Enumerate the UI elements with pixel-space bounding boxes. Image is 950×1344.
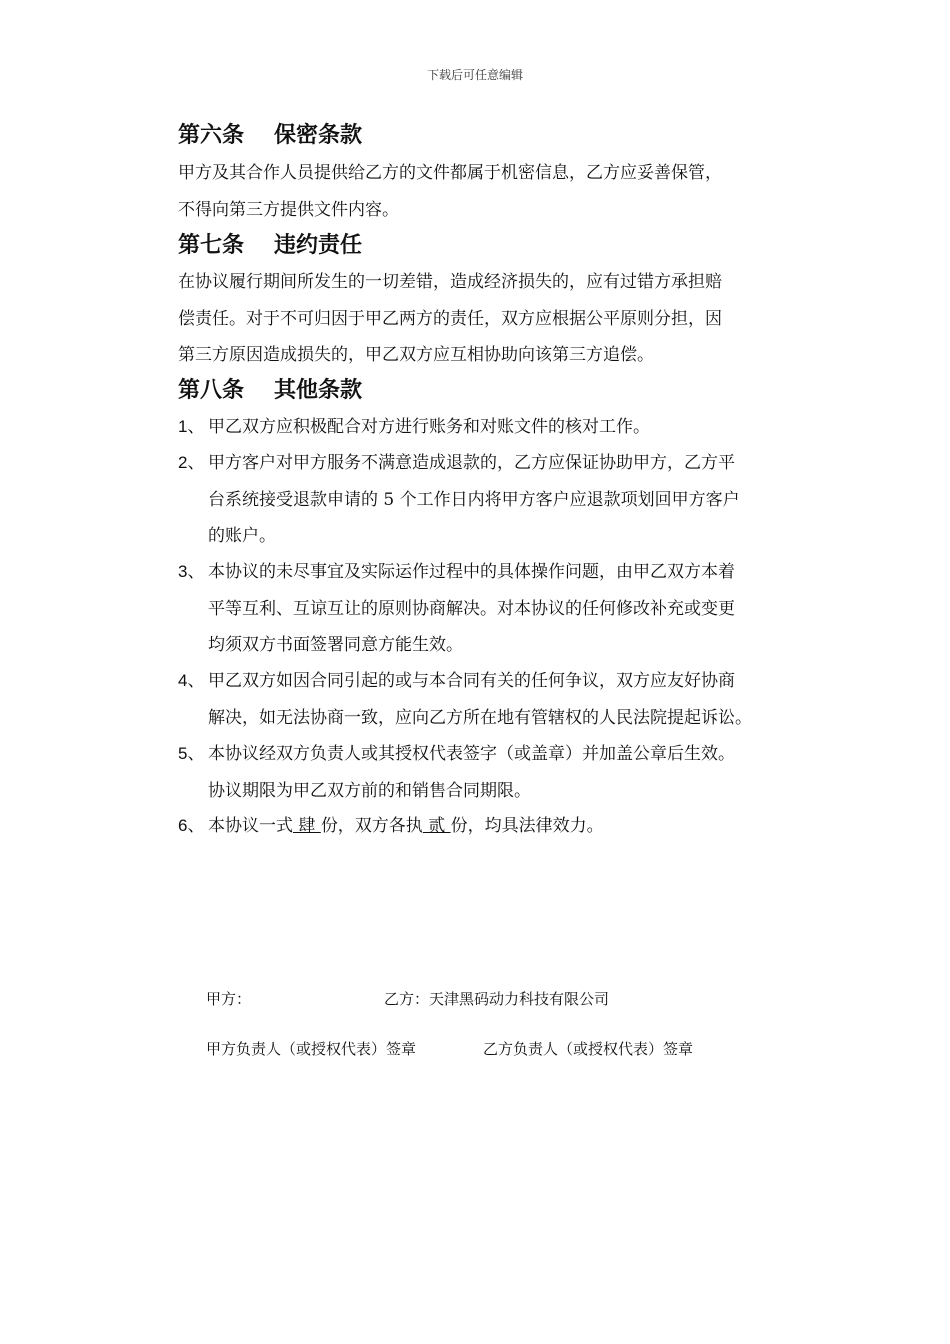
article-7-body — [178, 264, 818, 374]
list-item — [178, 409, 828, 446]
list-item-line — [178, 808, 828, 845]
paragraph-line: 在协议履行期间所发生的一切差错，造成经济损失的，应有过错方承担赔 — [178, 272, 722, 292]
list-item-line: 解决，如无法协商一致，应向乙方所在地有管辖权的人民法院提起诉讼。 — [208, 707, 752, 728]
list-item — [178, 445, 828, 555]
list-item-number: 4、 — [178, 671, 205, 690]
paragraph-line: 第三方原因造成损失的，甲乙双方应互相协助向该第三方追偿。 — [178, 345, 654, 365]
page-header: 下载后可任意编辑 — [426, 68, 523, 82]
paragraph-line: 不得向第三方提供文件内容。 — [178, 199, 399, 220]
list-item-line: 甲方客户对甲方服务不满意造成退款的，乙方应保证协助甲方，乙方平 — [208, 453, 735, 473]
list-item-line: 本协议的未尽事宜及实际运作过程中的具体操作问题，由甲乙双方本着 — [208, 562, 735, 582]
list-item-number: 2、 — [178, 453, 205, 472]
article-7-title: 违约责任 — [274, 233, 363, 258]
list-item-number: 6、 — [178, 816, 205, 835]
copies-total-value: 肆 — [293, 816, 321, 836]
list-item-line: 台系统接受退款申请的 5 个工作日内将甲方客户应退款项划回甲方客户 — [208, 489, 740, 510]
list-item — [178, 663, 828, 736]
article-8-heading — [178, 377, 362, 405]
item-6-text-3: 份，均具法律效力。 — [450, 816, 604, 836]
party-b-signature-label: 乙方负责人（或授权代表）签章 — [483, 1040, 694, 1058]
article-8-number: 第八条 — [178, 378, 245, 403]
item-6-text-1: 本协议一式 — [208, 816, 293, 836]
article-7-heading — [178, 232, 362, 260]
party-b-label: 乙方：天津黑码动力科技有限公司 — [384, 990, 610, 1008]
copies-each-value: 贰 — [422, 816, 451, 836]
list-item-line: 本协议经双方负责人或其授权代表签字（或盖章）并加盖公章后生效。 — [208, 744, 735, 764]
article-7-number: 第七条 — [178, 233, 245, 258]
list-item-number: 5、 — [178, 744, 205, 763]
list-item-number: 3、 — [178, 562, 205, 581]
list-item — [178, 736, 828, 809]
article-6-body — [178, 155, 818, 228]
article-6-number: 第六条 — [178, 123, 245, 148]
list-item-line: 甲乙双方如因合同引起的或与本合同有关的任何争议，双方应友好协商 — [208, 671, 735, 691]
paragraph-line: 偿责任。对于不可归因于甲乙两方的责任，双方应根据公平原则分担，因 — [178, 308, 722, 329]
article-8-title: 其他条款 — [274, 378, 363, 403]
list-item-line: 平等互利、互谅互让的原则协商解决。对本协议的任何修改补充或变更 — [208, 598, 735, 619]
list-item-number: 1、 — [178, 417, 205, 436]
article-6-title: 保密条款 — [274, 123, 363, 148]
list-item-line: 甲乙双方应积极配合对方进行账务和对账文件的核对工作。 — [208, 417, 650, 437]
paragraph-line: 甲方及其合作人员提供给乙方的文件都属于机密信息，乙方应妥善保管， — [178, 163, 722, 183]
list-item — [178, 554, 828, 664]
list-item-line: 均须双方书面签署同意方能生效。 — [208, 635, 463, 655]
party-a-label: 甲方： — [206, 990, 252, 1008]
list-item-line: 的账户。 — [208, 526, 276, 546]
list-item — [178, 808, 828, 845]
party-a-signature-label: 甲方负责人（或授权代表）签章 — [206, 1040, 417, 1058]
item-6-text-2: 份，双方各执 — [320, 816, 423, 836]
list-item-line: 协议期限为甲乙双方前的和销售合同期限。 — [208, 780, 531, 801]
article-6-heading — [178, 122, 362, 150]
